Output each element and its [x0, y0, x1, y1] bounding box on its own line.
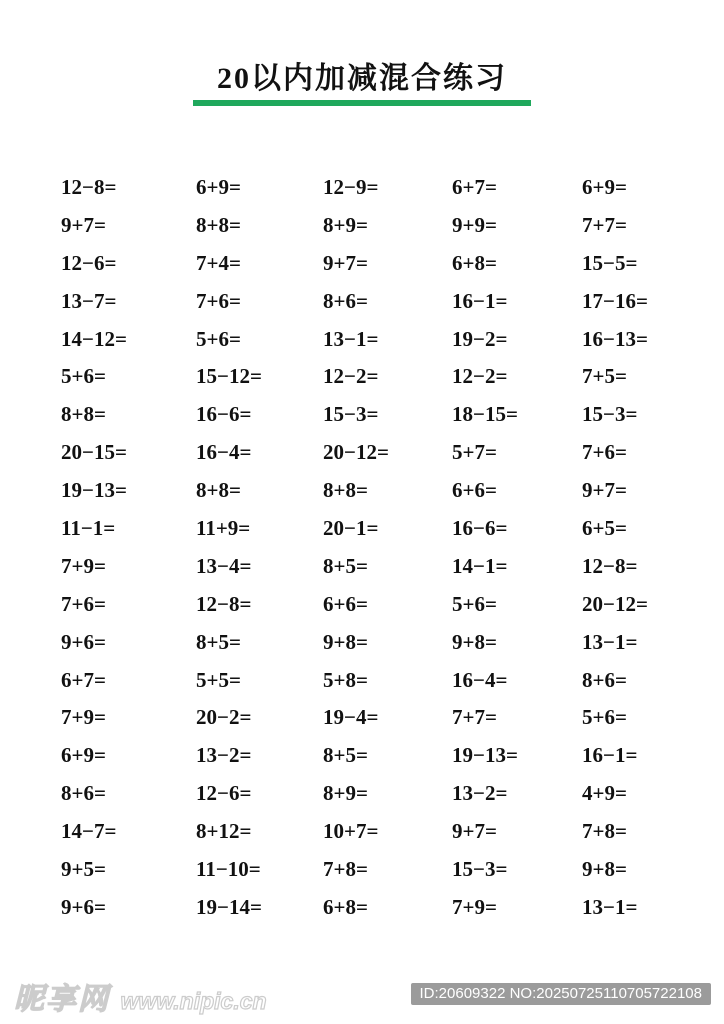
math-problem: 8+5= — [323, 553, 368, 578]
math-problem: 19−14= — [196, 894, 262, 919]
page-title: 20以内加减混合练习 — [217, 62, 507, 95]
math-problem: 12−2= — [323, 364, 379, 389]
math-problem: 9+5= — [61, 856, 106, 881]
math-problem: 6+7= — [452, 174, 497, 199]
math-problem: 11−1= — [61, 515, 116, 540]
math-problem: 19−4= — [323, 705, 379, 730]
math-problem: 20−12= — [582, 591, 648, 616]
math-problem: 14−12= — [61, 326, 127, 351]
math-problem: 8+8= — [196, 478, 241, 503]
math-problem: 9+6= — [61, 629, 106, 654]
math-problem: 12−8= — [61, 174, 117, 199]
math-problem: 19−13= — [452, 743, 518, 768]
math-problem: 13−7= — [61, 288, 117, 313]
math-problem: 16−6= — [452, 515, 508, 540]
math-problem: 7+8= — [582, 819, 627, 844]
math-problem: 5+6= — [452, 591, 497, 616]
math-problem: 7+9= — [452, 894, 497, 919]
math-problem: 8+8= — [323, 478, 368, 503]
math-problem: 6+9= — [196, 174, 241, 199]
math-problem: 7+4= — [196, 250, 241, 275]
math-problem: 7+6= — [196, 288, 241, 313]
math-problem: 8+6= — [323, 288, 368, 313]
math-problem: 13−1= — [323, 326, 379, 351]
math-problem: 5+7= — [452, 440, 497, 465]
math-problem: 5+6= — [582, 705, 627, 730]
math-problem: 16−1= — [452, 288, 508, 313]
math-problem: 20−12= — [323, 440, 389, 465]
math-problem: 12−8= — [582, 553, 638, 578]
math-problem: 4+9= — [582, 781, 627, 806]
math-problem: 15−3= — [452, 856, 508, 881]
math-problem: 16−1= — [582, 743, 638, 768]
math-problem: 13−1= — [582, 629, 638, 654]
math-problem: 17−16= — [582, 288, 648, 313]
math-problem: 8+6= — [582, 667, 627, 692]
math-problem: 8+9= — [323, 212, 368, 237]
math-problem: 9+7= — [61, 212, 106, 237]
math-problem: 9+8= — [323, 629, 368, 654]
title-section — [0, 0, 724, 106]
math-problem: 12−2= — [452, 364, 508, 389]
math-problem: 12−9= — [323, 174, 379, 199]
problem-grid — [0, 169, 724, 927]
math-problem: 13−4= — [196, 553, 252, 578]
math-problem: 20−15= — [61, 440, 127, 465]
math-problem: 5+8= — [323, 667, 368, 692]
math-problem: 12−6= — [196, 781, 252, 806]
math-problem: 14−1= — [452, 553, 508, 578]
math-problem: 19−13= — [61, 478, 127, 503]
site-watermark — [14, 974, 267, 1018]
math-problem: 12−6= — [61, 250, 117, 275]
math-problem: 7+6= — [61, 591, 106, 616]
math-problem: 15−5= — [582, 250, 638, 275]
math-problem: 20−1= — [323, 515, 379, 540]
math-problem: 7+7= — [452, 705, 497, 730]
math-problem: 16−6= — [196, 402, 252, 427]
watermark-site-url: www.nipic.cn — [120, 988, 267, 1014]
math-problem: 11+9= — [196, 515, 251, 540]
math-problem: 8+9= — [323, 781, 368, 806]
math-problem: 16−13= — [582, 326, 648, 351]
math-problem: 7+7= — [582, 212, 627, 237]
math-problem: 9+7= — [323, 250, 368, 275]
math-problem: 18−15= — [452, 402, 518, 427]
math-problem: 13−2= — [452, 781, 508, 806]
math-problem: 16−4= — [452, 667, 508, 692]
math-problem: 9+9= — [452, 212, 497, 237]
math-problem: 9+6= — [61, 894, 106, 919]
math-problem: 15−3= — [323, 402, 379, 427]
math-problem: 15−12= — [196, 364, 262, 389]
math-problem: 5+6= — [196, 326, 241, 351]
math-problem: 5+6= — [61, 364, 106, 389]
math-problem: 8+6= — [61, 781, 106, 806]
math-problem: 9+8= — [452, 629, 497, 654]
math-problem: 6+9= — [582, 174, 627, 199]
math-problem: 6+8= — [323, 894, 368, 919]
math-problem: 8+5= — [323, 743, 368, 768]
math-problem: 16−4= — [196, 440, 252, 465]
math-problem: 8+8= — [61, 402, 106, 427]
math-problem: 9+7= — [452, 819, 497, 844]
math-problem: 20−2= — [196, 705, 252, 730]
math-problem: 15−3= — [582, 402, 638, 427]
math-problem: 14−7= — [61, 819, 117, 844]
math-problem: 7+8= — [323, 856, 368, 881]
math-problem: 12−8= — [196, 591, 252, 616]
math-problem: 11−10= — [196, 856, 261, 881]
math-problem: 6+9= — [61, 743, 106, 768]
math-problem: 7+5= — [582, 364, 627, 389]
image-id-badge: ID:20609322 NO:20250725110705722108 — [411, 983, 711, 1005]
math-problem: 7+6= — [582, 440, 627, 465]
math-problem: 6+6= — [323, 591, 368, 616]
math-problem: 8+5= — [196, 629, 241, 654]
math-problem: 19−2= — [452, 326, 508, 351]
math-problem: 6+5= — [582, 515, 627, 540]
footer — [0, 974, 724, 1024]
math-problem: 6+8= — [452, 250, 497, 275]
watermark-site-name: 昵享网 — [14, 983, 110, 1016]
math-problem: 9+7= — [582, 478, 627, 503]
title-underline — [193, 100, 531, 106]
math-problem: 13−2= — [196, 743, 252, 768]
math-problem: 5+5= — [196, 667, 241, 692]
math-problem: 13−1= — [582, 894, 638, 919]
math-problem: 10+7= — [323, 819, 379, 844]
math-problem: 9+8= — [582, 856, 627, 881]
math-problem: 7+9= — [61, 705, 106, 730]
math-problem: 8+8= — [196, 212, 241, 237]
math-problem: 8+12= — [196, 819, 252, 844]
math-problem: 6+7= — [61, 667, 106, 692]
math-problem: 6+6= — [452, 478, 497, 503]
math-problem: 7+9= — [61, 553, 106, 578]
